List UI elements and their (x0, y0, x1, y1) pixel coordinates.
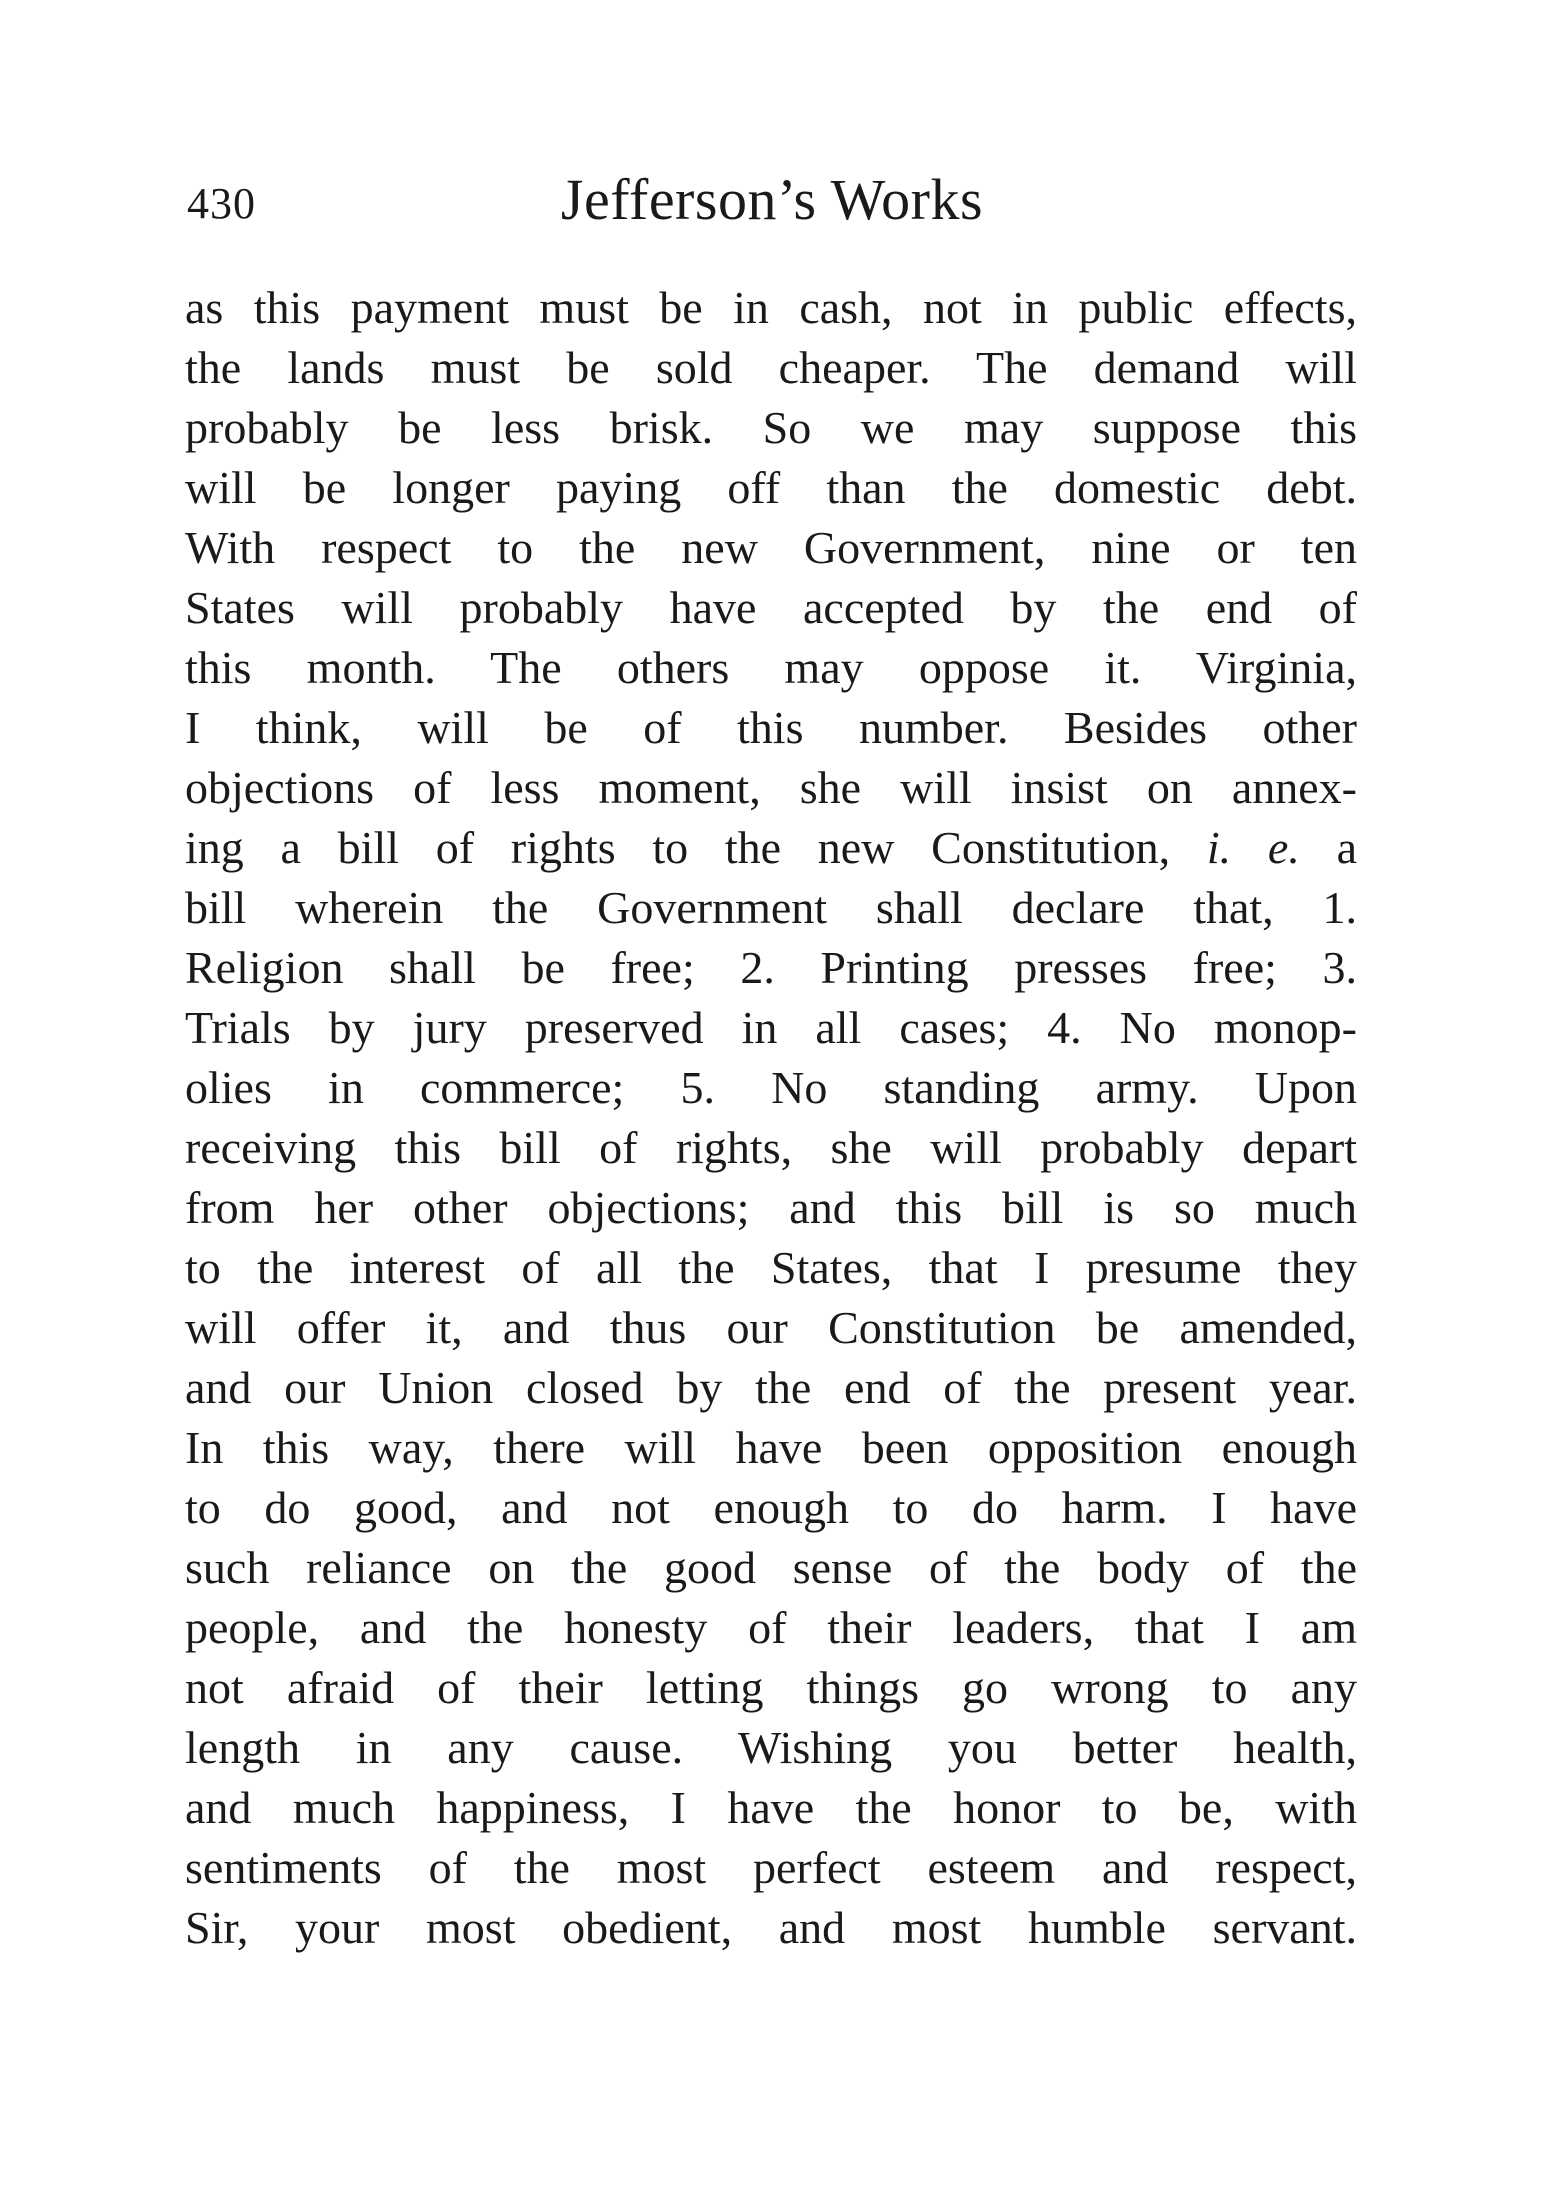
text-line: In this way, there will have been opposition enough (185, 1422, 1357, 1473)
text-line: objections of less moment, she will insist on annex- (185, 762, 1357, 813)
text-line: I think, will be of this number. Besides other (185, 702, 1357, 753)
text-line: the lands must be sold cheaper. The demand will (185, 342, 1357, 393)
text-line: Religion shall be free; 2. Printing presses free; 3. (185, 942, 1357, 993)
text-line: as this payment must be in cash, not in public effects, (185, 282, 1357, 333)
text-line: ing a bill of rights to the new Constitution, i. e. a (185, 822, 1357, 873)
text-line: Sir, your most obedient, and most humble servant. (185, 1902, 1357, 1953)
text-line: probably be less brisk. So we may suppose this (185, 402, 1357, 453)
text-line: Trials by jury preserved in all cases; 4. No monop- (185, 1002, 1357, 1053)
text-line: sentiments of the most perfect esteem and respect, (185, 1842, 1357, 1893)
text-line: people, and the honesty of their leaders, that I am (185, 1602, 1357, 1653)
text-line: from her other objections; and this bill is so much (185, 1182, 1357, 1233)
text-line: bill wherein the Government shall declare that, 1. (185, 882, 1357, 933)
text-line: length in any cause. Wishing you better health, (185, 1722, 1357, 1773)
text-line: will be longer paying off than the domestic debt. (185, 462, 1357, 513)
text-line: not afraid of their letting things go wrong to any (185, 1662, 1357, 1713)
text-line: such reliance on the good sense of the body of the (185, 1542, 1357, 1593)
page-number: 430 (187, 179, 256, 228)
text-line: States will probably have accepted by the end of (185, 582, 1357, 633)
body-text (185, 278, 1357, 1958)
text-line: olies in commerce; 5. No standing army. Upon (185, 1062, 1357, 1113)
running-title: Jefferson’s Works (560, 167, 984, 232)
running-head (187, 160, 1357, 240)
text-line: With respect to the new Government, nine or ten (185, 522, 1357, 573)
text-line: to do good, and not enough to do harm. I have (185, 1482, 1357, 1533)
text-line: this month. The others may oppose it. Virginia, (185, 642, 1357, 693)
text-line: to the interest of all the States, that I presume they (185, 1242, 1357, 1293)
text-line: and our Union closed by the end of the present year. (185, 1362, 1357, 1413)
text-line: and much happiness, I have the honor to be, with (185, 1782, 1357, 1833)
text-line: receiving this bill of rights, she will probably depart (185, 1122, 1357, 1173)
italic-abbreviation: i. e. (1206, 822, 1300, 873)
text-line: will offer it, and thus our Constitution be amended, (185, 1302, 1357, 1353)
